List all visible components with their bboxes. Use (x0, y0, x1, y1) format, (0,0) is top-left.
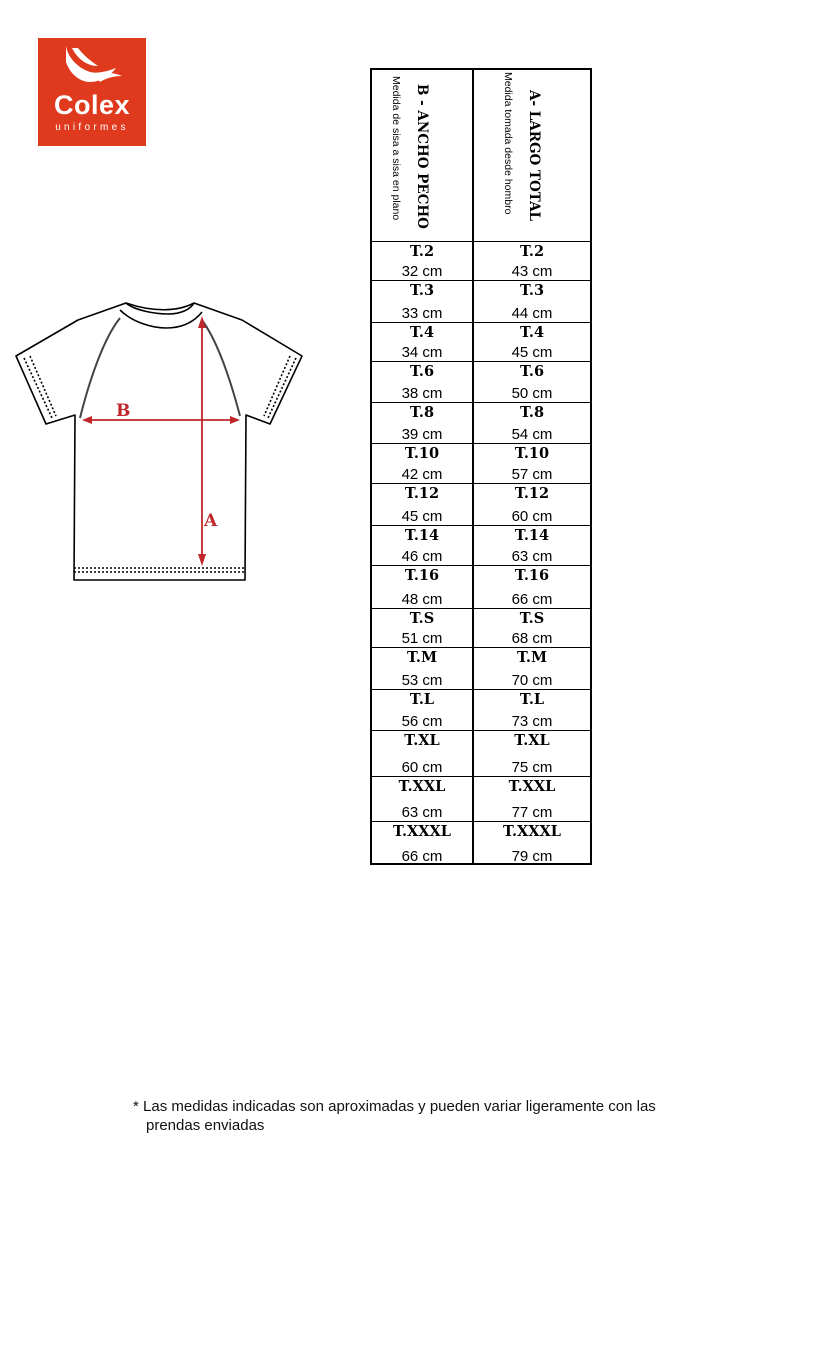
header-b-title: B - ANCHO PECHO (414, 84, 430, 229)
total-length-cell (474, 690, 590, 730)
measurement-value: 54 cm (511, 426, 553, 443)
chest-width-cell (372, 323, 472, 361)
size-label: T.S (409, 610, 435, 627)
table-row (372, 565, 590, 608)
header-a-subtitle: Medida tomada desde hombro (502, 72, 514, 215)
table-row (372, 402, 590, 443)
measurement-value: 66 cm (511, 591, 553, 608)
size-label: T.14 (404, 527, 440, 544)
table-row (372, 443, 590, 483)
size-label: T.2 (409, 243, 435, 260)
chest-width-cell (372, 362, 472, 402)
label-a: A (204, 511, 218, 531)
measurement-value: 38 cm (401, 385, 443, 402)
size-label: T.8 (409, 404, 435, 421)
measurement-value: 50 cm (511, 385, 553, 402)
size-label: T.16 (514, 567, 550, 584)
logo-name: Colex (53, 90, 131, 120)
size-label: T.14 (514, 527, 550, 544)
measurement-value: 68 cm (511, 630, 553, 647)
total-length-cell (474, 403, 590, 443)
size-label: T.4 (409, 324, 435, 341)
measurement-value: 60 cm (511, 508, 553, 525)
total-length-cell (474, 609, 590, 647)
measurement-value: 75 cm (511, 759, 553, 776)
header-b-subtitle: Medida de sisa a sisa en plano (390, 76, 402, 221)
measurement-value: 57 cm (511, 466, 553, 483)
chest-width-cell (372, 526, 472, 565)
chest-width-cell (372, 444, 472, 483)
table-row (372, 689, 590, 730)
measurement-value: 66 cm (401, 848, 443, 865)
size-label: T.M (516, 649, 548, 666)
chest-width-cell (372, 484, 472, 525)
chest-width-cell (372, 822, 472, 865)
total-length-cell (474, 566, 590, 608)
size-label: T.L (519, 691, 545, 708)
measurement-value: 70 cm (511, 672, 553, 689)
measurement-value: 33 cm (401, 305, 443, 322)
size-label: T.2 (519, 243, 545, 260)
measurement-value: 46 cm (401, 548, 443, 565)
size-table (370, 68, 592, 865)
table-row (372, 647, 590, 689)
size-label: T.XXL (508, 778, 556, 795)
footnote-line-2: prendas enviadas (146, 1117, 265, 1134)
logo-subtitle: uniformes (55, 122, 129, 133)
size-label: T.3 (519, 282, 545, 299)
measurement-value: 53 cm (401, 672, 443, 689)
chest-width-cell (372, 403, 472, 443)
total-length-cell (474, 484, 590, 525)
size-label: T.S (519, 610, 545, 627)
size-label: T.XL (514, 732, 550, 749)
total-length-cell (474, 526, 590, 565)
table-row (372, 608, 590, 647)
table-row (372, 525, 590, 565)
table-row (372, 730, 590, 776)
size-label: T.XL (404, 732, 440, 749)
total-length-cell (474, 323, 590, 361)
colex-logo (38, 38, 146, 146)
chest-width-cell (372, 609, 472, 647)
measurement-value: 42 cm (401, 466, 443, 483)
table-row (372, 361, 590, 402)
size-label: T.L (409, 691, 435, 708)
total-length-cell (474, 444, 590, 483)
measurement-value: 45 cm (401, 508, 443, 525)
size-label: T.12 (514, 485, 550, 502)
measurement-value: 48 cm (401, 591, 443, 608)
size-label: T.XXXL (393, 823, 451, 840)
table-row (372, 776, 590, 821)
table-row (372, 483, 590, 525)
measurement-value: 60 cm (401, 759, 443, 776)
total-length-cell (474, 362, 590, 402)
total-length-cell (474, 777, 590, 821)
header-a-title: A- LARGO TOTAL (526, 90, 542, 222)
measurement-value: 63 cm (401, 804, 443, 821)
measurement-value: 32 cm (401, 263, 443, 280)
chest-width-cell (372, 566, 472, 608)
total-length-cell (474, 731, 590, 776)
size-label: T.12 (404, 485, 440, 502)
size-label: T.6 (409, 363, 435, 380)
total-length-cell (474, 242, 590, 280)
size-label: T.XXL (398, 778, 446, 795)
measurement-value: 73 cm (511, 713, 553, 730)
size-label: T.3 (409, 282, 435, 299)
label-b: B (116, 401, 131, 421)
size-label: T.4 (519, 324, 545, 341)
size-label: T.10 (514, 445, 550, 462)
measurement-value: 44 cm (511, 305, 553, 322)
table-row (372, 241, 590, 280)
tshirt-diagram (12, 298, 308, 588)
measurement-value: 56 cm (401, 713, 443, 730)
total-length-cell (474, 281, 590, 322)
chest-width-cell (372, 648, 472, 689)
footnote (133, 1097, 733, 1135)
chest-width-cell (372, 690, 472, 730)
table-row (372, 821, 590, 865)
measurement-value: 34 cm (401, 344, 443, 361)
measurement-value: 45 cm (511, 344, 553, 361)
size-label: T.10 (404, 445, 440, 462)
chest-width-cell (372, 281, 472, 322)
size-label: T.8 (519, 404, 545, 421)
measurement-value: 39 cm (401, 426, 443, 443)
size-label: T.XXXL (503, 823, 561, 840)
chest-width-cell (372, 731, 472, 776)
chest-width-cell (372, 242, 472, 280)
measurement-value: 79 cm (511, 848, 553, 865)
table-row (372, 280, 590, 322)
size-label: T.M (406, 649, 438, 666)
size-label: T.16 (404, 567, 440, 584)
measurement-value: 77 cm (511, 804, 553, 821)
total-length-cell (474, 822, 590, 865)
measurement-value: 51 cm (401, 630, 443, 647)
measurement-value: 63 cm (511, 548, 553, 565)
header-a (474, 70, 592, 241)
footnote-line-1: * Las medidas indicadas son aproximadas y pueden variar ligeramente con las (133, 1098, 656, 1115)
measurement-value: 43 cm (511, 263, 553, 280)
chest-width-cell (372, 777, 472, 821)
table-row (372, 322, 590, 361)
size-label: T.6 (519, 363, 545, 380)
total-length-cell (474, 648, 590, 689)
